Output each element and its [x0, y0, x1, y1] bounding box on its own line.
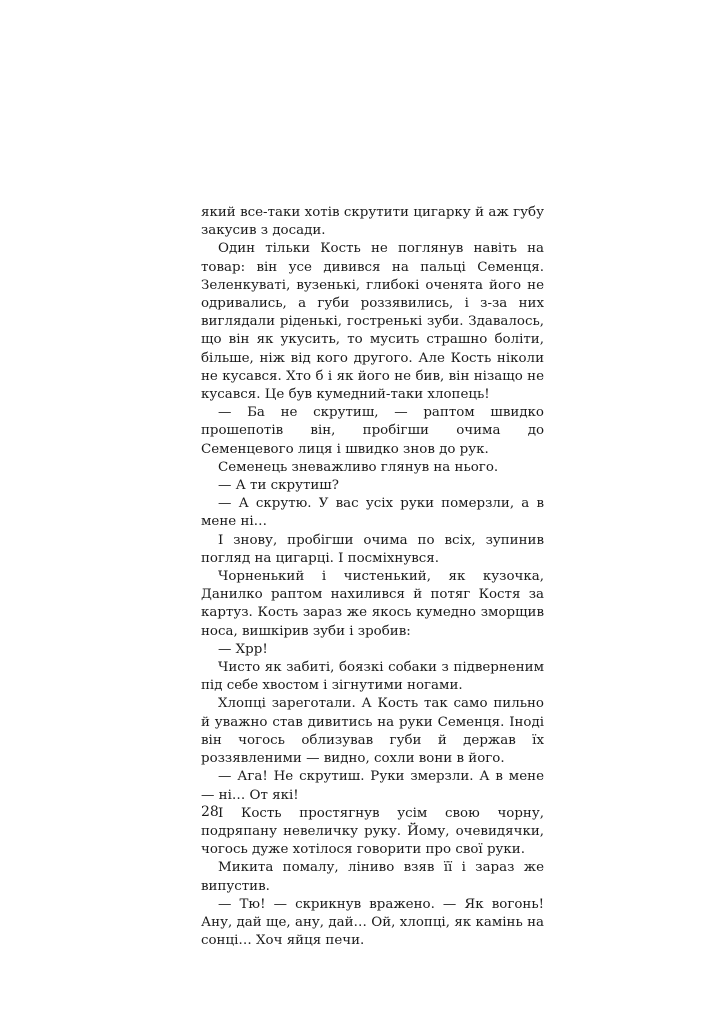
paragraph: Один тільки Кость не поглянув навіть на товар: він усе дивився на пальці Семенця. Зеленкуваті, вузенькі, глибокі оченята його не одривались, а губи роззявились, і з-за них виглядали ріденькі, гостренькі зуби. Здавалось, що він як укусить, то мусить страшно боліти, більше, ніж від кого другого. Але Кость ніколи не кусався. Хто б і як його не бив, він нізащо не кусався. Це був кумедний-таки хлопець!: [201, 241, 544, 403]
page-number: 28: [201, 804, 219, 820]
paragraph: Семенець зневажливо глянув на нього.: [218, 459, 499, 475]
paragraph: — Тю! — скрикнув вражено. — Як вогонь! Ану, дай ще, ану, дай… Ой, хлопці, як камінь на сонці… Хоч яйця печи.: [201, 896, 544, 949]
paragraph: — А скрутю. У вас усіх руки померзли, а в мене ні…: [201, 496, 544, 530]
paragraph: — Ба не скрутиш, — раптом швидко прошепотів він, пробігши очима до Семенцевого лиця і швидко знов до рук.: [201, 405, 544, 457]
paragraph: який все-таки хотів скрутити цигарку й аж губу закусив з досади.: [201, 205, 544, 239]
paragraph: Микита помалу, ліниво взяв її і зараз же випустив.: [201, 860, 544, 894]
paragraph: І знову, пробігши очима по всіх, зупинив погляд на цигарці. І посміхнувся.: [201, 532, 544, 566]
paragraph: Чисто як забиті, боязкі собаки з підверненим під себе хвостом і зігнутими ногами.: [201, 660, 544, 694]
paragraph: — Ага! Не скрутиш. Руки змерзли. А в мене — ні… От які!: [201, 769, 544, 803]
paragraph: Чорненький і чистенький, як кузочка, Данилко раптом нахилився й потяг Костя за картуз. Кость зараз же якось кумедно зморщив носа, вишкірив зуби і зробив:: [201, 569, 544, 639]
body-text: [201, 204, 544, 950]
paragraph: — А ти скрутиш?: [218, 478, 339, 494]
paragraph: І Кость простягнув усім свою чорну, подряпану невеличку руку. Йому, очевидячки, чогось дуже хотілося говорити про свої руки.: [201, 805, 544, 858]
paragraph: — Хрр!: [218, 641, 268, 657]
paragraph: Хлопці зареготали. А Кость так само пильно й уважно став дивитись на руки Семенця. Іноді він чогось облизував губи й держав їх роззявленими — видно, сохли вони в його.: [201, 696, 544, 767]
